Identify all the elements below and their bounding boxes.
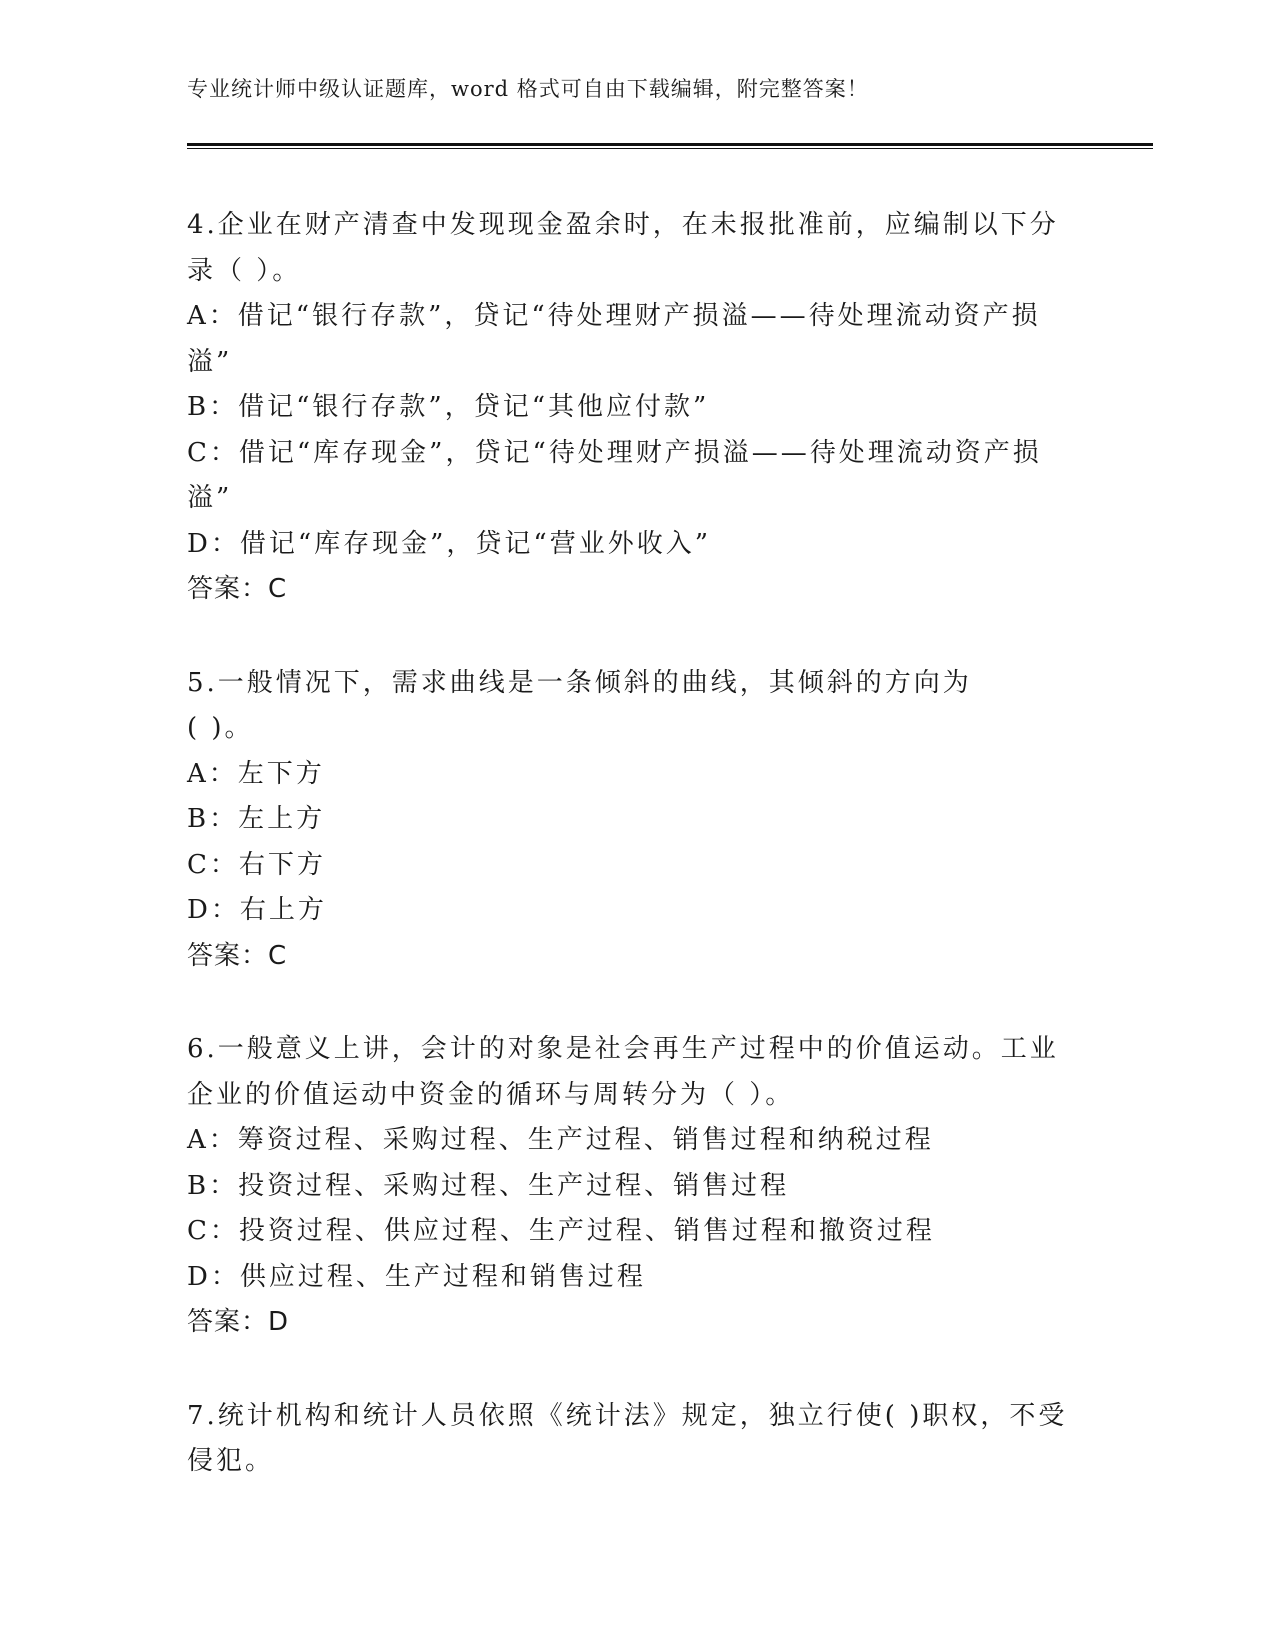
question-stem-line: ( )。: [187, 713, 254, 743]
question-5: [187, 661, 1087, 980]
answer-label: 答案：C: [187, 574, 288, 604]
option-a: A：借记“银行存款”，贷记“待处理财产损溢——待处理流动资产损: [187, 301, 1041, 331]
question-stem-line: 侵犯。: [187, 1446, 275, 1476]
option-c: C：右下方: [187, 849, 326, 880]
question-stem-line: 6.一般意义上讲，会计的对象是社会再生产过程中的价值运动。工业: [187, 1034, 1059, 1064]
option-d: D：右上方: [187, 895, 327, 925]
option-b: B：投资过程、采购过程、生产过程、销售过程: [187, 1170, 790, 1201]
answer-label: 答案：C: [187, 940, 288, 971]
question-7: [187, 1394, 1087, 1485]
header-divider: [187, 143, 1153, 149]
question-stem-line: 5.一般情况下，需求曲线是一条倾斜的曲线，其倾斜的方向为: [187, 667, 972, 698]
option-b: B：左上方: [187, 804, 326, 834]
question-4: [187, 203, 1087, 613]
option-c: C：投资过程、供应过程、生产过程、销售过程和撤资过程: [187, 1216, 935, 1246]
option-a-continued: 溢”: [187, 346, 233, 377]
option-c-continued: 溢”: [187, 483, 233, 513]
question-stem-line: 录（ ）。: [187, 255, 302, 286]
question-stem-line: 企业的价值运动中资金的循环与周转分为（ ）。: [187, 1079, 795, 1110]
option-a: A：左下方: [187, 758, 325, 789]
question-stem-line: 4.企业在财产清查中发现现金盈余时，在未报批准前，应编制以下分: [187, 210, 1059, 240]
option-d: D：供应过程、生产过程和销售过程: [187, 1261, 646, 1292]
option-b: B：借记“银行存款”，贷记“其他应付款”: [187, 392, 710, 422]
question-6: [187, 1027, 1087, 1346]
option-c: C：借记“库存现金”，贷记“待处理财产损溢——待处理流动资产损: [187, 437, 1042, 468]
option-d: D：借记“库存现金”，贷记“营业外收入”: [187, 528, 712, 559]
answer-label: 答案：D: [187, 1307, 290, 1337]
option-a: A：筹资过程、采购过程、生产过程、销售过程和纳税过程: [187, 1125, 934, 1155]
question-stem-line: 7.统计机构和统计人员依照《统计法》规定，独立行使( )职权，不受: [187, 1400, 1068, 1431]
question-list: [187, 203, 1087, 1533]
page-header: 专业统计师中级认证题库，word 格式可自由下载编辑，附完整答案！: [187, 77, 869, 101]
